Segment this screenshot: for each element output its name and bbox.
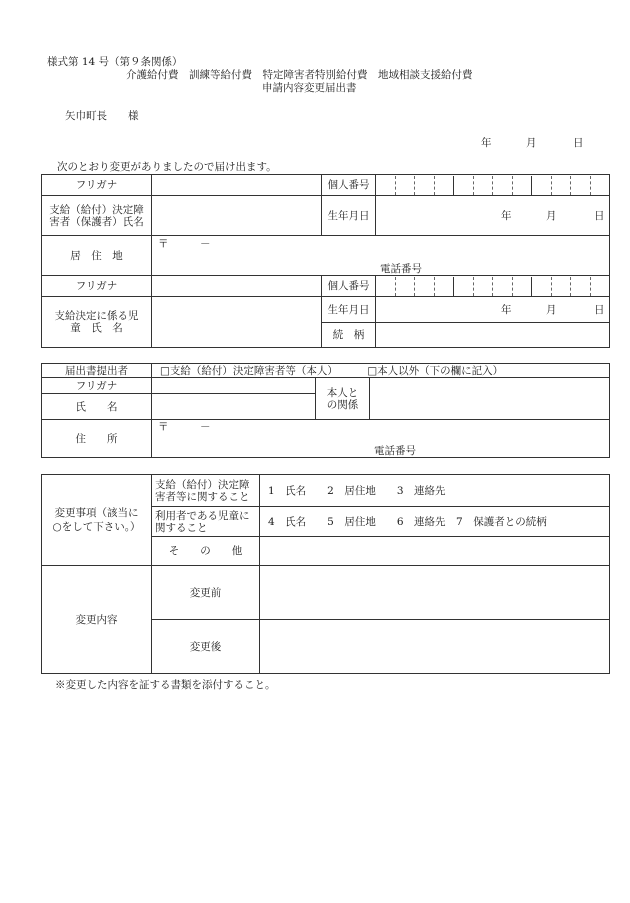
relationship-field[interactable]: [376, 323, 610, 348]
change-row3-field[interactable]: [260, 537, 610, 566]
form-number: 様式第 14 号（第９条関係）: [47, 56, 183, 68]
addressee: 矢巾町長 様: [65, 110, 139, 122]
recipient-name-label: 支給（給付）決定障害者（保護者）氏名: [42, 196, 152, 236]
birth-month: 月: [546, 209, 557, 222]
date-year: 年: [481, 137, 492, 149]
change-row3-label: そ の 他: [152, 537, 260, 566]
option-other-checkbox[interactable]: □本人以外（下の欄に記入）: [367, 364, 504, 377]
after-field[interactable]: [260, 620, 610, 674]
relation-field[interactable]: [370, 378, 610, 420]
submitter-name-label: 氏 名: [42, 394, 152, 420]
child-birthdate-field[interactable]: [376, 297, 610, 323]
change-table: [41, 474, 610, 674]
child-name-field[interactable]: [152, 297, 322, 348]
furigana-field[interactable]: [152, 175, 322, 196]
option-self-checkbox[interactable]: □支給（給付）決定障害者等（本人）: [160, 364, 338, 377]
furigana-label: フリガナ: [42, 175, 152, 196]
change-row1-options[interactable]: 1 氏名 2 居住地 3 連絡先: [260, 475, 610, 507]
change-content-label: 変更内容: [42, 566, 152, 674]
footnote: ※変更した内容を証する書類を添付すること。: [55, 679, 276, 691]
child-birth-year: 年: [501, 303, 512, 316]
change-row2-options[interactable]: 4 氏名 5 居住地 6 連絡先 7 保護者との続柄: [260, 507, 610, 537]
birthdate-label: 生年月日: [322, 196, 376, 236]
birthdate-field[interactable]: [376, 196, 610, 236]
applicant-table: [41, 174, 610, 348]
personal-number-field[interactable]: [376, 175, 610, 196]
child-personal-number-label: 個人番号: [322, 276, 376, 297]
recipient-name-field[interactable]: [152, 196, 322, 236]
before-label: 変更前: [152, 566, 260, 620]
submitter-postal-mark: 〒 －: [158, 421, 211, 433]
submitter-address-field[interactable]: [152, 420, 610, 458]
submitter-phone-label: 電話番号: [374, 445, 416, 457]
relation-label: 本人との関係: [316, 378, 370, 420]
submitter-label: 届出書提出者: [42, 364, 152, 378]
child-furigana-field[interactable]: [152, 276, 322, 297]
child-birth-day: 日: [594, 303, 605, 316]
date-month: 月: [526, 137, 537, 149]
before-field[interactable]: [260, 566, 610, 620]
child-birthdate-label: 生年月日: [322, 297, 376, 323]
change-row1-label: 支給（給付）決定障害者等に関すること: [152, 475, 260, 507]
intro-text: 次のとおり変更がありましたので届け出ます。: [57, 161, 277, 173]
residence-label: 居 住 地: [42, 236, 152, 276]
personal-number-label: 個人番号: [322, 175, 376, 196]
change-row2-label: 利用者である児童に関すること: [152, 507, 260, 537]
form-title-line1: 介護給付費 訓練等給付費 特定障害者特別給付費 地域相談支援給付費: [126, 69, 473, 81]
birth-day: 日: [594, 209, 605, 222]
residence-field[interactable]: [152, 236, 610, 276]
child-personal-number-field[interactable]: [376, 276, 610, 297]
submitter-furigana-label: フリガナ: [42, 378, 152, 394]
submitter-table: [41, 363, 610, 458]
submitter-address-label: 住 所: [42, 420, 152, 458]
child-name-label: 支給決定に係る児 童 氏 名: [42, 297, 152, 348]
submitter-name-field[interactable]: [152, 394, 316, 420]
after-label: 変更後: [152, 620, 260, 674]
birth-year: 年: [501, 209, 512, 222]
submitter-options: [152, 364, 610, 378]
relationship-label: 続 柄: [322, 323, 376, 348]
child-birth-month: 月: [546, 303, 557, 316]
change-items-label: 変更事項（該当に○をして下さい。）: [42, 475, 152, 566]
phone-label: 電話番号: [380, 263, 422, 275]
date-day: 日: [573, 137, 584, 149]
child-furigana-label: フリガナ: [42, 276, 152, 297]
form-title-line2: 申請内容変更届出書: [262, 82, 357, 94]
submitter-furigana-field[interactable]: [152, 378, 316, 394]
postal-mark: 〒 －: [158, 238, 211, 250]
